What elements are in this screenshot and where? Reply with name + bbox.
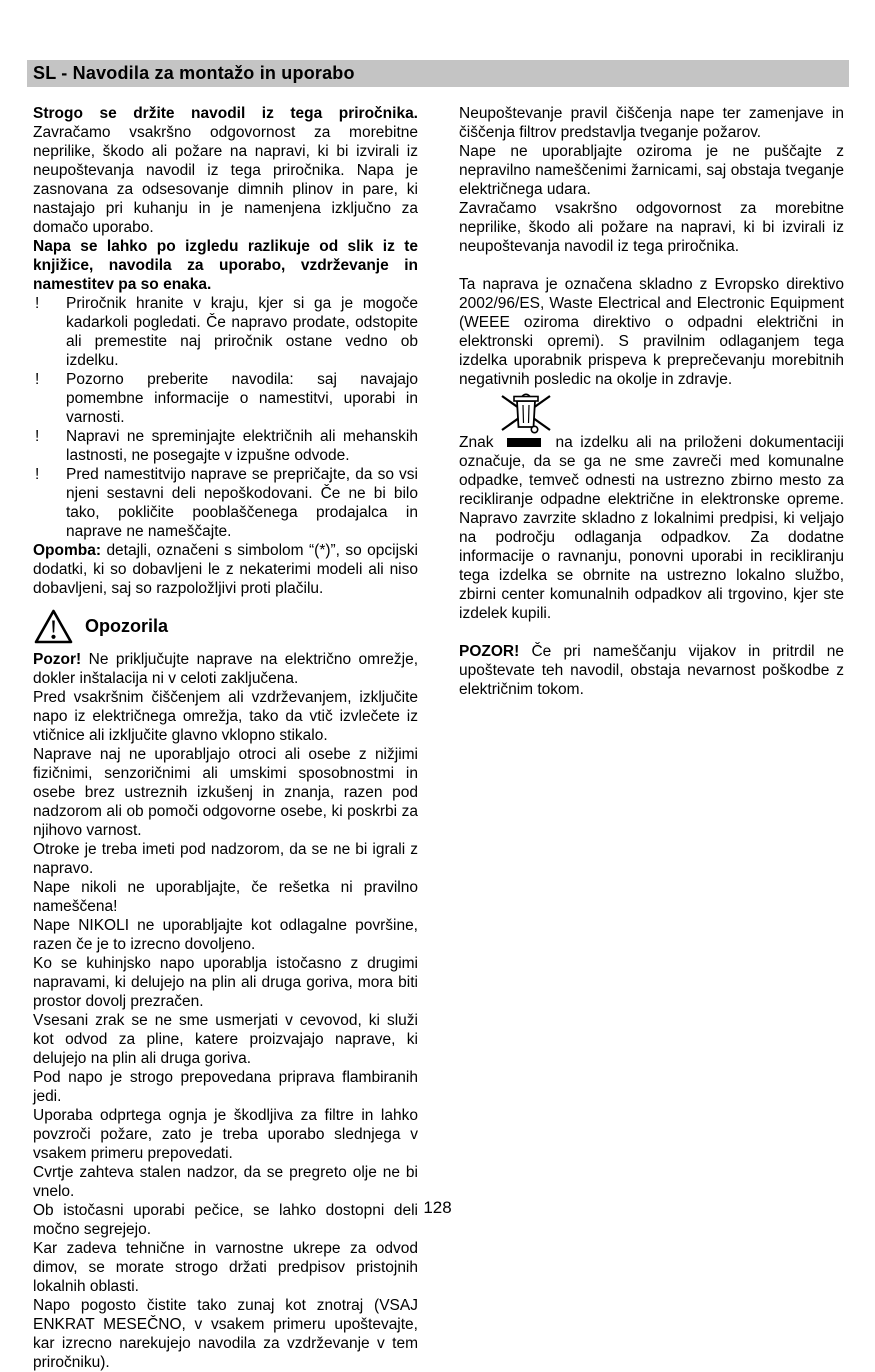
symbol-paragraph — [459, 433, 844, 623]
black-bar-symbol-icon — [507, 438, 541, 447]
warning-paragraph: Napo pogosto čistite tako zunaj kot znotraj (VSAJ ENKRAT MESEČNO, v vsakem primeru upoštevajte, kar izrecno narekujejo navodila za vzdrževanje v tem priročniku). — [33, 1297, 418, 1371]
warnings-heading — [33, 608, 418, 645]
warning-paragraph: Vsesani zrak se ne sme usmerjati v cevovod, ki služi kot odvod za pline, katere proizvajajo naprave, ki delujejo na plin ali druga goriva. — [33, 1012, 418, 1067]
bullet-marker: ! — [35, 371, 40, 388]
bullet-text: Pred namestitvijo naprave se prepričajte, da so vsi njeni sestavni deli nepoškodovani. Če ne bi bilo tako, pokličite pooblaščenega prodajalca in naprave ne nameščajte. — [66, 466, 418, 540]
weee-bin-icon — [499, 389, 844, 433]
safety-paragraph: Nape ne uporabljajte oziroma je ne puščajte z nepravilno nameščenimi žarnicami, saj obstaja tveganje električnega udara. — [459, 143, 844, 198]
warning-paragraph: Naprave naj ne uporabljajo otroci ali osebe z nižjimi fizičnimi, senzoričnimi ali umskimi sposobnostmi in osebe brez ustreznih izkušenj in znanja, razen pod nadzorom ali ob pomoči odgovorne osebe, ki poskrbi za njihovo varnost. — [33, 746, 418, 839]
spacer — [459, 623, 844, 642]
bullet-text: Napravi ne spreminjajte električnih ali mehanskih lastnosti, ne posegajte v izpušne odvode. — [66, 428, 418, 464]
bullet-item — [33, 370, 418, 427]
safety-paragraphs — [459, 104, 844, 256]
bullet-marker: ! — [35, 295, 40, 312]
right-column — [459, 104, 844, 699]
bullet-text: Pozorno preberite navodila: saj navajajo pomembne informacije o namestitvi, uporabi in varnosti. — [66, 371, 418, 426]
bullet-item — [33, 465, 418, 541]
warning-paragraph: Cvrtje zahteva stalen nadzor, da se pregreto olje ne bi vnelo. — [33, 1164, 418, 1200]
bullet-item — [33, 427, 418, 465]
intro-lead: Strogo se držite navodil iz tega priročnika. — [33, 105, 418, 122]
warning-paragraph: Otroke je treba imeti pod nadzorom, da se ne bi igrali z napravo. — [33, 841, 418, 877]
page-number: 128 — [423, 1198, 452, 1217]
appearance-note: Napa se lahko po izgledu razlikuje od slik iz te knjižice, navodila za uporabo, vzdrževanje in namestitev pa so enaka. — [33, 238, 418, 293]
warning-paragraph: Nape NIKOLI ne uporabljajte kot odlagalne površine, razen če je to izrecno dovoljeno. — [33, 917, 418, 953]
warning-paragraph: Nape nikoli ne uporabljajte, če rešetka ni pravilno nameščena! — [33, 879, 418, 915]
warning-paragraph: Kar zadeva tehnične in varnostne ukrepe za odvod dimov, se morate strogo držati predpisov pristojnih lokalnih oblasti. — [33, 1240, 418, 1295]
bullet-marker: ! — [35, 428, 40, 445]
note-text: detajli, označeni s simbolom “(*)”, so opcijski dodatki, ki so dobavljeni le z nekaterimi modeli ali niso dobavljeni, saj so razpoložljivi proti plačilu. — [33, 542, 418, 597]
intro-paragraph — [33, 104, 418, 237]
warning-paragraph: Ko se kuhinjsko napo uporablja istočasno z drugimi napravami, ki delujejo na plin ali druga goriva, mora biti prostor dovolj prezračen. — [33, 955, 418, 1010]
warning-paragraph: Pred vsakršnim čiščenjem ali vzdrževanjem, izključite napo iz električnega omrežja, tako da vtič izvlečete iz vtičnice ali izključite glavno vklopno stikalo. — [33, 689, 418, 744]
section-header-bar — [27, 60, 849, 87]
warning-lead-paragraph — [33, 650, 418, 688]
warning-lead-label: Pozor! — [33, 651, 82, 668]
weee-directive-paragraph: Ta naprava je označena skladno z Evropsko direktivo 2002/96/ES, Waste Electrical and Electronic Equipment (WEEE oziroma direktivo o odpadni električni in elektronski opremi). S pravilnim odlaganjem tega izdelka uporabnik prispeva k preprečevanju morebitnih negativnih posledic na okolje in zdravje. — [459, 276, 844, 388]
caution-label: POZOR! — [459, 643, 520, 660]
note-paragraph — [33, 541, 418, 598]
section-header-title: SL - Navodila za montažo in uporabo — [33, 63, 355, 83]
left-column — [33, 104, 418, 1372]
symbol-suffix: na izdelku ali na priloženi dokumentaciji označuje, da se ga ne sme zavreči med komunalne odpadke, temveč odnesti na ustrezno zbirno mesto za recikliranje odpadne električne in elektronske opreme. Napravo zavrzite skladno z lokalnimi predpisi, ki veljajo na področju odlaganja odpadkov. Za dodatne informacije o ravnanju, ponovni uporabi in recikliranju tega izdelka se obrnite na ustrezno lokalno službo, zbirni center komunalnih odpadkov ali trgovino, kjer ste izdelek kupili. — [459, 434, 844, 622]
bullet-marker: ! — [35, 466, 40, 483]
warnings-title: Opozorila — [85, 616, 169, 636]
caution-text: Če pri nameščanju vijakov in pritrdil ne upoštevate teh navodil, obstaja nevarnost poškodbe z električnim tokom. — [459, 643, 844, 698]
caution-paragraph — [459, 642, 844, 699]
symbol-prefix: Znak — [459, 434, 494, 451]
note-label: Opomba: — [33, 542, 102, 559]
safety-paragraph: Zavračamo vsakršno odgovornost za morebitne neprilike, škodo ali požare na napravi, ki bi izvirali iz neupoštevanja navodil iz tega priročnika. — [459, 200, 844, 255]
warning-paragraph: Uporaba odprtega ognja je škodljiva za filtre in lahko povzroči požare, zato je treba uporabo slednjega v vsakem primeru prepovedati. — [33, 1107, 418, 1162]
spacer — [459, 256, 844, 275]
warning-paragraph: Pod napo je strogo prepovedana priprava flambiranih jedi. — [33, 1069, 418, 1105]
warning-paragraphs — [33, 688, 418, 1372]
bullet-item — [33, 294, 418, 370]
warning-paragraph: Ob istočasni uporabi pečice, se lahko dostopni deli močno segrejejo. — [33, 1202, 418, 1238]
warning-lead-text: Ne priključujte naprave na električno omrežje, dokler inštalacija ni v celoti zaključena. — [33, 651, 418, 687]
warning-triangle-icon — [33, 608, 74, 645]
safety-paragraph: Neupoštevanje pravil čiščenja nape ter zamenjave in čiščenja filtrov predstavlja tveganje požarov. — [459, 105, 844, 141]
bullet-text: Priročnik hranite v kraju, kjer si ga je mogoče kadarkoli pogledati. Če napravo prodate, odstopite ali premestite naj priročnik ostane vedno ob izdelku. — [66, 295, 418, 369]
intro-rest: Zavračamo vsakršno odgovornost za morebitne neprilike, škodo ali požare na napravi, ki bi izvirali iz neupoštevanja navodil iz tega priročnika. Napa je zasnovana za odsesovanje dimnih plinov in pare, ki nastajajo pri kuhanju in je namenjena izključno za domačo uporabo. — [33, 124, 418, 236]
